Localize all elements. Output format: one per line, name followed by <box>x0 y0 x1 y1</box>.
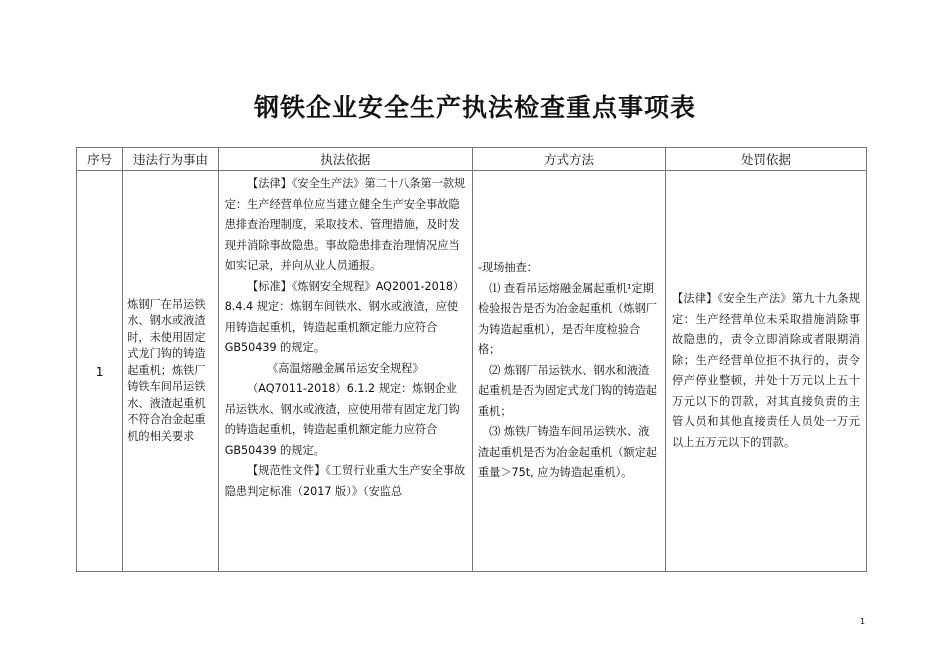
row-serial-number: 1 <box>77 171 123 572</box>
table-header-row <box>77 148 867 171</box>
table-row <box>77 171 867 572</box>
header-penalty-basis: 处罚依据 <box>665 148 866 171</box>
method-step-1: ⑴ 查看吊运熔融金属起重机¹定期检验报告是否为冶金起重机（炼钢厂为铸造起重机），是否年度检验合格； <box>477 281 657 357</box>
basis-standard-paragraph: 【标准】《炼钢安全规程》AQ2001-2018）8.4.4 规定：炼钢车间铁水、钢水或液渣，应使用铸造起重机，铸造起重机额定能力应符合 GB50439 的规定。 <box>224 279 465 354</box>
method-step-3: ⑶ 炼铁厂铸造车间吊运铁水、液渣起重机是否为冶金起重机（额定起重量＞75t, 应为铸造起重机）。 <box>477 425 657 480</box>
penalty-basis-cell <box>665 171 866 572</box>
basis-standard-clause: （AQ7011-2018）6.1.2 规定：炼钢企业吊运铁水、钢水或液渣，应使用带有固定龙门钩的铸造起重机，铸造起重机额定能力应符合 GB50439 的规定。 <box>224 382 460 457</box>
header-violation-item: 违法行为事由 <box>123 148 218 171</box>
method-step-2: ⑵ 炼钢厂吊运铁水、钢水和液渣起重机是否为固定式龙门钩的铸造起重机； <box>477 363 657 418</box>
header-method: 方式方法 <box>472 148 665 171</box>
page-number: 1 <box>860 617 866 626</box>
basis-standard-title: 《高温熔融金属吊运安全规程》 <box>267 361 424 375</box>
basis-normative-document: 【规范性文件】《工贸行业重大生产安全事故隐患判定标准（2017 版）》（安监总 <box>224 464 466 498</box>
method-cell <box>472 171 665 572</box>
inspection-table <box>76 147 867 572</box>
violation-item-cell <box>123 171 218 572</box>
enforcement-basis-cell <box>218 171 472 572</box>
penalty-basis-text: 【法律】《安全生产法》第九十九条规定：生产经营单位未采取措施消除事故隐患的，责令立即消除或者限期消除；生产经营单位拒不执行的，责令停产停业整顿，并处十万元以上五十万元以下的罚款，对其直接负责的主管人员和其他直接责任人员处一万元以上五万元以下的罚款。 <box>671 292 860 449</box>
page-title: 钢铁企业安全生产执法检查重点事项表 <box>253 93 696 122</box>
basis-law-paragraph: 【法律】《安全生产法》第二十八条第一款规定：生产经营单位应当建立健全生产安全事故隐患排查治理制度，采取技术、管理措施，及时发现并消除事故隐患。事故隐患排查治理情况应当如实记录，并向从业人员通报。 <box>224 177 466 272</box>
violation-item-text: 炼钢厂在吊运铁水、钢水或液渣时，未使用固定式龙门钩的铸造起重机；炼铁厂铸铁车间吊运铁水、液渣起重机不符合冶金起重机的相关要求 <box>127 297 206 443</box>
header-serial-number: 序号 <box>77 148 123 171</box>
method-heading: -现场抽查： <box>477 261 538 275</box>
header-enforcement-basis: 执法依据 <box>218 148 472 171</box>
